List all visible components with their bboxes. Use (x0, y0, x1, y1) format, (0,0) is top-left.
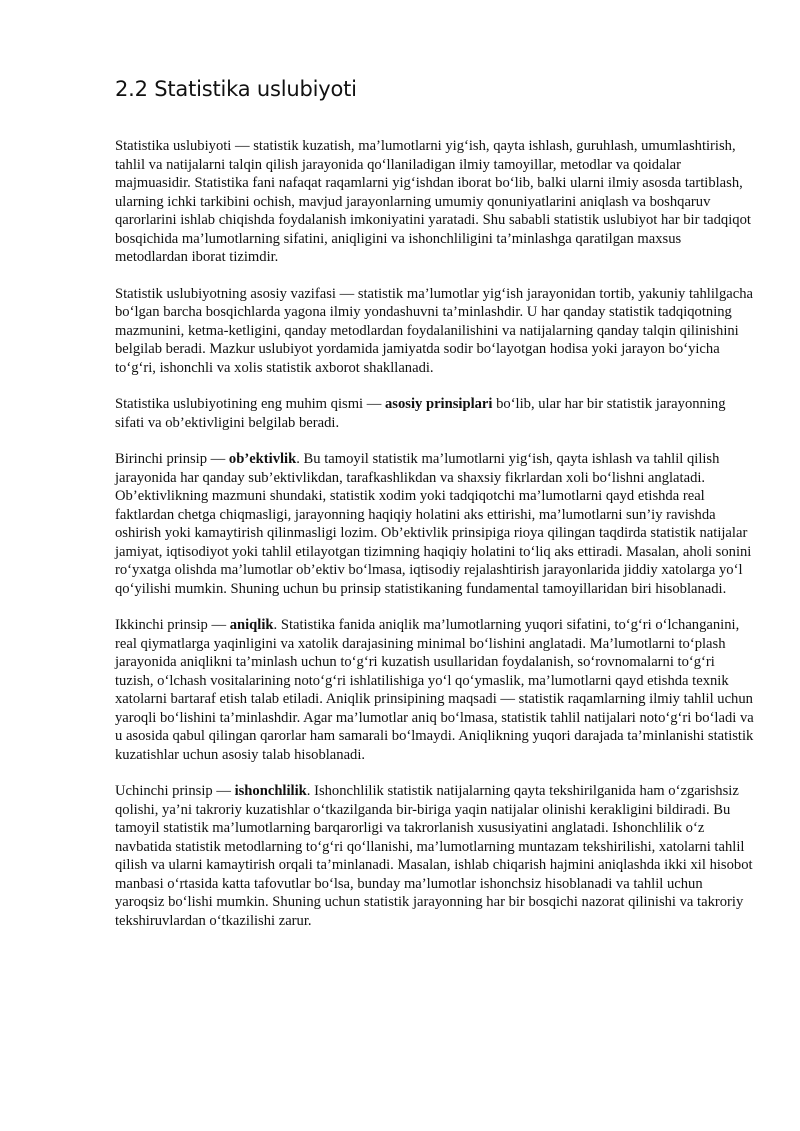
bold-term-objectivity: ob’ektivlik (228, 451, 297, 467)
document-page (115, 74, 755, 948)
paragraph-text: Birinchi prinsip — (115, 451, 229, 467)
section-heading: 2.2 Statistika uslubiyoti (115, 77, 357, 101)
bold-term-principles: asosiy prinsiplari (385, 396, 493, 412)
paragraph-text: Uchinchi prinsip — (115, 783, 235, 799)
paragraph-text: . Ishonchlilik statistik natijalarning qayta tekshirilganida ham o‘zgarishsiz qolishi, ya’ni takroriy kuzatishlar o‘tkazilganda bir-biriga yaqin natijalar olinishi kerakligini bildiradi. Bu tamoyil statistik ma’lumotlarning barqarorligi va takrorlanish xususiyatini anglatadi. Ishonchlilik o‘z navbatida statistik metodlarning to‘g‘ri qo‘llanishi, ma’lumotlarning muntazam tekshirilishi, xatolarni tahlil qilish va ularni kamaytirish orqali ta’minlanadi. Masalan, ishlab chiqarish hajmini aniqlashda ikki xil hisobot manbasi o‘rtasida katta tafovutlar bo‘lsa, bunday ma’lumotlar ishonchsiz hisoblanadi va tahlil uchun yaroqsiz bo‘lishi mumkin. Shuning uchun statistik jarayonning har bir bosqichi nazorat qilinishi va takroriy tekshiruvlardan o‘tkazilishi zarur. (115, 783, 753, 929)
paragraph-definition: Statistika uslubiyoti — statistik kuzatish, ma’lumotlarni yig‘ish, qayta ishlash, guruhlash, umumlashtirish, tahlil va natijalarni talqin qilish jarayonida qo‘llaniladigan ilmiy tamoyillar, metodlar va qoidalar majmuasidir. Statistika fani nafaqat raqamlarni yig‘ishdan iborat bo‘lib, balki ularni ilmiy asosda tartiblash, ularning ichki tarkibini ochish, mavjud jarayonlarning umumiy qonuniyatlarini aniqlash va boshqaruv qarorlarini ishlab chiqishda foydalanish imkoniyatini yaratadi. Shu sababli statistik uslubiyot har bir tadqiqot bosqichida ma’lumotlarning sifatini, aniqligini va ishonchliligini ta’minlashga qaratilgan maxsus metodlardan iborat tizimdir. (115, 138, 751, 265)
paragraph-main-task: Statistik uslubiyotning asosiy vazifasi — statistik ma’lumotlar yig‘ish jarayonidan tortib, yakuniy tahlilgacha bo‘lgan barcha bosqichlarda yagona ilmiy yondashuvni ta’minlashdir. U har qanday statistik tadqiqotning mazmunini, ketma-ketligini, qanday metodlardan foydalanilishini va natijalarning qanday talqin qilinishini belgilab beradi. Mazkur uslubiyot yordamida jamiyatda sodir bo‘layotgan hodisa yoki jarayon bo‘yicha to‘g‘ri, ishonchli va xolis statistik axborot shakllanadi. (115, 285, 753, 376)
bold-term-reliability: ishonchlilik (234, 783, 307, 799)
paragraph-accuracy (115, 616, 755, 764)
paragraph-text: bo‘lib, ular har bir statistik jarayonning sifati va ob’ektivligini belgilab beradi. (115, 396, 726, 431)
bold-term-accuracy: aniqlik (229, 617, 274, 633)
paragraph-text: . Bu tamoyil statistik ma’lumotlarni yig‘ish, qayta ishlash va tahlil qilish jarayonida har qanday sub’ektivlikdan, tarafkashlikdan va shaxsiy fikrlardan xoli bo‘lishni anglatadi. Ob’ektivlikning mazmuni shundaki, statistik xodim yoki tadqiqotchi ma’lumotlarni qayd etishda real faktlardan chetga chiqmasligi, jarayonning haqiqiy holatini aks ettirishi, ma’lumotlarni sun’iy ravishda oshirish yoki kamaytirish qilinmasligi lozim. Ob’ektivlik prinsipiga rioya qilingan taqdirda statistik natijalar jamiyat, iqtisodiyot yoki tahlil etilayotgan tizimning haqiqiy holatini to‘liq aks ettiradi. Masalan, aholi sonini ro‘yxatga olishda ma’lumotlar ob’ektiv bo‘lmasa, iqtisodiy rejalashtirish jarayonlarida jiddiy xatolarga yo‘l qo‘yilishi mumkin. Shuning uchun bu prinsip statistikaning fundamental tamoyillaridan biri hisoblanadi. (115, 451, 752, 597)
paragraph-objectivity (115, 450, 755, 598)
paragraph-text: Statistika uslubiyotining eng muhim qismi — (115, 396, 385, 412)
paragraph-reliability (115, 782, 755, 930)
paragraph-text: . Statistika fanida aniqlik ma’lumotlarning yuqori sifatini, to‘g‘ri o‘lchanganini, real qiymatlarga yaqinligini va xatolik darajasining minimal bo‘lishini anglatadi. Ma’lumotlarni to‘plash jarayonida aniqlikni ta’minlash uchun to‘g‘ri kuzatish usullaridan foydalanish, so‘rovnomalarni to‘g‘ri tuzish, o‘lchash vositalarining noto‘g‘ri ishlatilishiga yo‘l qo‘ymaslik, ma’lumotlarni qayd etishda texnik xatolarni bartaraf etish talab etiladi. Aniqlik prinsipining maqsadi — statistik raqamlarning ilmiy tahlil uchun yaroqli bo‘lishini ta’minlashdir. Agar ma’lumotlar aniq bo‘lmasa, statistik tahlil natijalari noto‘g‘ri bo‘ladi va u asosida qabul qilingan qarorlar ham samarali bo‘lmaydi. Aniqlikning yuqori darajada ta’minlanishi statistik kuzatishlar uchun asosiy talab hisoblanadi. (115, 617, 754, 763)
paragraph-principles-intro (115, 395, 755, 432)
paragraph-text: Ikkinchi prinsip — (115, 617, 230, 633)
